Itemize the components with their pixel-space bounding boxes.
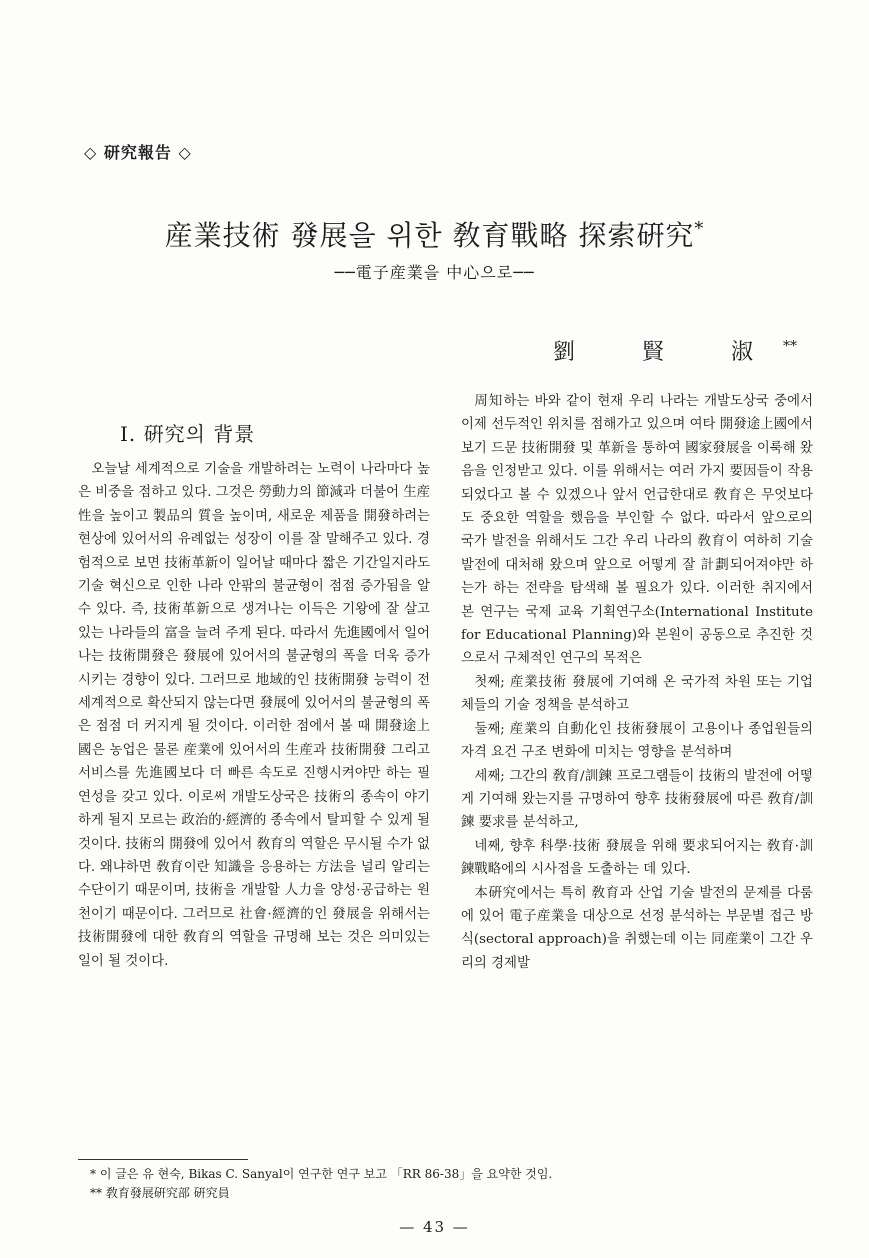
author-name: [553, 335, 797, 366]
body-paragraph: 네째, 향후 科學·技術 發展을 위해 要求되어지는 敎育·訓鍊戰略에의 시사점을 도출하는 데 있다.: [461, 838, 813, 878]
body-paragraph: 세째; 그간의 敎育/訓鍊 프로그램들이 技術의 발전에 어떻게 기여해 왔는지를 규명하여 향후 技術發展에 따른 敎育/訓鍊 要求를 분석하고,: [461, 768, 813, 831]
footnote: ** 敎育發展硏究部 硏究員: [90, 1186, 230, 1200]
author-name-text: 劉 賢 淑: [553, 340, 783, 365]
article-subtitle: ──電子産業을 中心으로──: [334, 263, 535, 282]
title-footnote-mark: *: [694, 218, 705, 240]
section-label: ◇ 研究報告 ◇: [84, 143, 192, 162]
body-paragraph: 周知하는 바와 같이 현재 우리 나라는 개발도상국 중에서 이제 선두적인 위치를 점해가고 있으며 여타 開發途上國에서 보기 드문 技術開發 및 革新을 통하여 國家發展을 이룩해 왔음을 인정받고 있다. 이를 위해서는 여러 가지 要因들이 작용되었다고 볼 수 있겠으나 앞서 언급한대로 敎育은 무엇보다도 중요한 역할을 했음을 부인할 수 없다. 따라서 앞으로의 국가 발전을 위해서도 그간 우리 나라의 敎育이 여하히 기술발전에 대처해 왔으며 앞으로 어떻게 잘 計劃되어져야만 하는가 하는 전략을 탐색해 볼 필요가 있다. 이러한 취지에서 본 연구는 국제 교육 기획연구소(International Institute for Educational Planning)와 본원이 공동으로 추진한 것으로서 구체적인 연구의 목적은: [461, 394, 813, 667]
author-footnote-mark: **: [783, 338, 797, 355]
body-paragraph: 둘째; 産業의 自動化인 技術發展이 고용이나 종업원들의 자격 요건 구조 변화에 미치는 영향을 분석하며: [461, 721, 813, 761]
section-heading: Ⅰ. 硏究의 背景: [120, 422, 256, 446]
left-column: [78, 458, 430, 973]
body-paragraph: 本硏究에서는 특히 敎育과 산업 기술 발전의 문제를 다룸에 있어 電子産業을 대상으로 선정 분석하는 부문별 접근 방식(sectoral approach)을 취했는데 이는 同産業이 그간 우리의 경제발: [461, 885, 813, 971]
footnote-divider: [78, 1159, 248, 1160]
body-paragraph: 첫째; 産業技術 發展에 기여해 온 국가적 차원 또는 기업체들의 기술 정책을 분석하고: [461, 674, 813, 714]
article-title-text: 産業技術 發展을 위한 敎育戰略 探索硏究: [164, 219, 695, 252]
article-title: [0, 214, 869, 254]
page-number: — 43 —: [399, 1218, 470, 1236]
right-column: [461, 390, 813, 975]
body-paragraph: 오늘날 세계적으로 기술을 개발하려는 노력이 나라마다 높은 비중을 점하고 있다. 그것은 勞動力의 節減과 더불어 生産性을 높이고 製品의 質을 높이며, 새로운 제품을 開發하려는 현상에 있어서의 유례없는 성장이 이를 잘 말해주고 있다. 경험적으로 보면 技術革新이 일어날 때마다 짧은 기간일지라도 기술 혁신으로 인한 나라 안팎의 불균형이 점점 증가됨을 알 수 있다. 즉, 技術革新으로 생겨나는 이득은 기왕에 잘 살고 있는 나라들의 富을 늘려 주게 된다. 따라서 先進國에서 일어나는 技術開發은 發展에 있어서의 불균형의 폭을 더욱 증가시키는 경향이 있다. 그러므로 地域的인 技術開發 능력이 전세계적으로 확산되지 않는다면 發展에 있어서의 불균형의 폭은 점점 더 커지게 될 것이다. 이러한 점에서 볼 때 開發途上國은 농업은 물론 産業에 있어서의 生産과 技術開發 그리고 서비스를 先進國보다 더 빠른 속도로 진행시켜야만 하는 필연성을 갖고 있다. 이로써 개발도상국은 技術의 종속이 야기하게 될지 모르는 政治的·經濟的 종속에서 탈피할 수 있게 될 것이다. 技術의 開發에 있어서 敎育의 역할은 무시될 수가 없다. 왜냐하면 敎育이란 知識을 응용하는 方法을 널리 알리는 수단이기 때문이며, 技術을 개발할 人力을 양성·공급하는 원천이기 때문이다. 그러므로 社會·經濟的인 發展을 위해서는 技術開發에 대한 敎育의 역할을 규명해 보는 것은 의미있는 일이 될 것이다.: [78, 462, 430, 969]
footnote: * 이 글은 유 현숙, Bikas C. Sanyal이 연구한 연구 보고 「RR 86-38」을 요약한 것임.: [90, 1167, 553, 1181]
